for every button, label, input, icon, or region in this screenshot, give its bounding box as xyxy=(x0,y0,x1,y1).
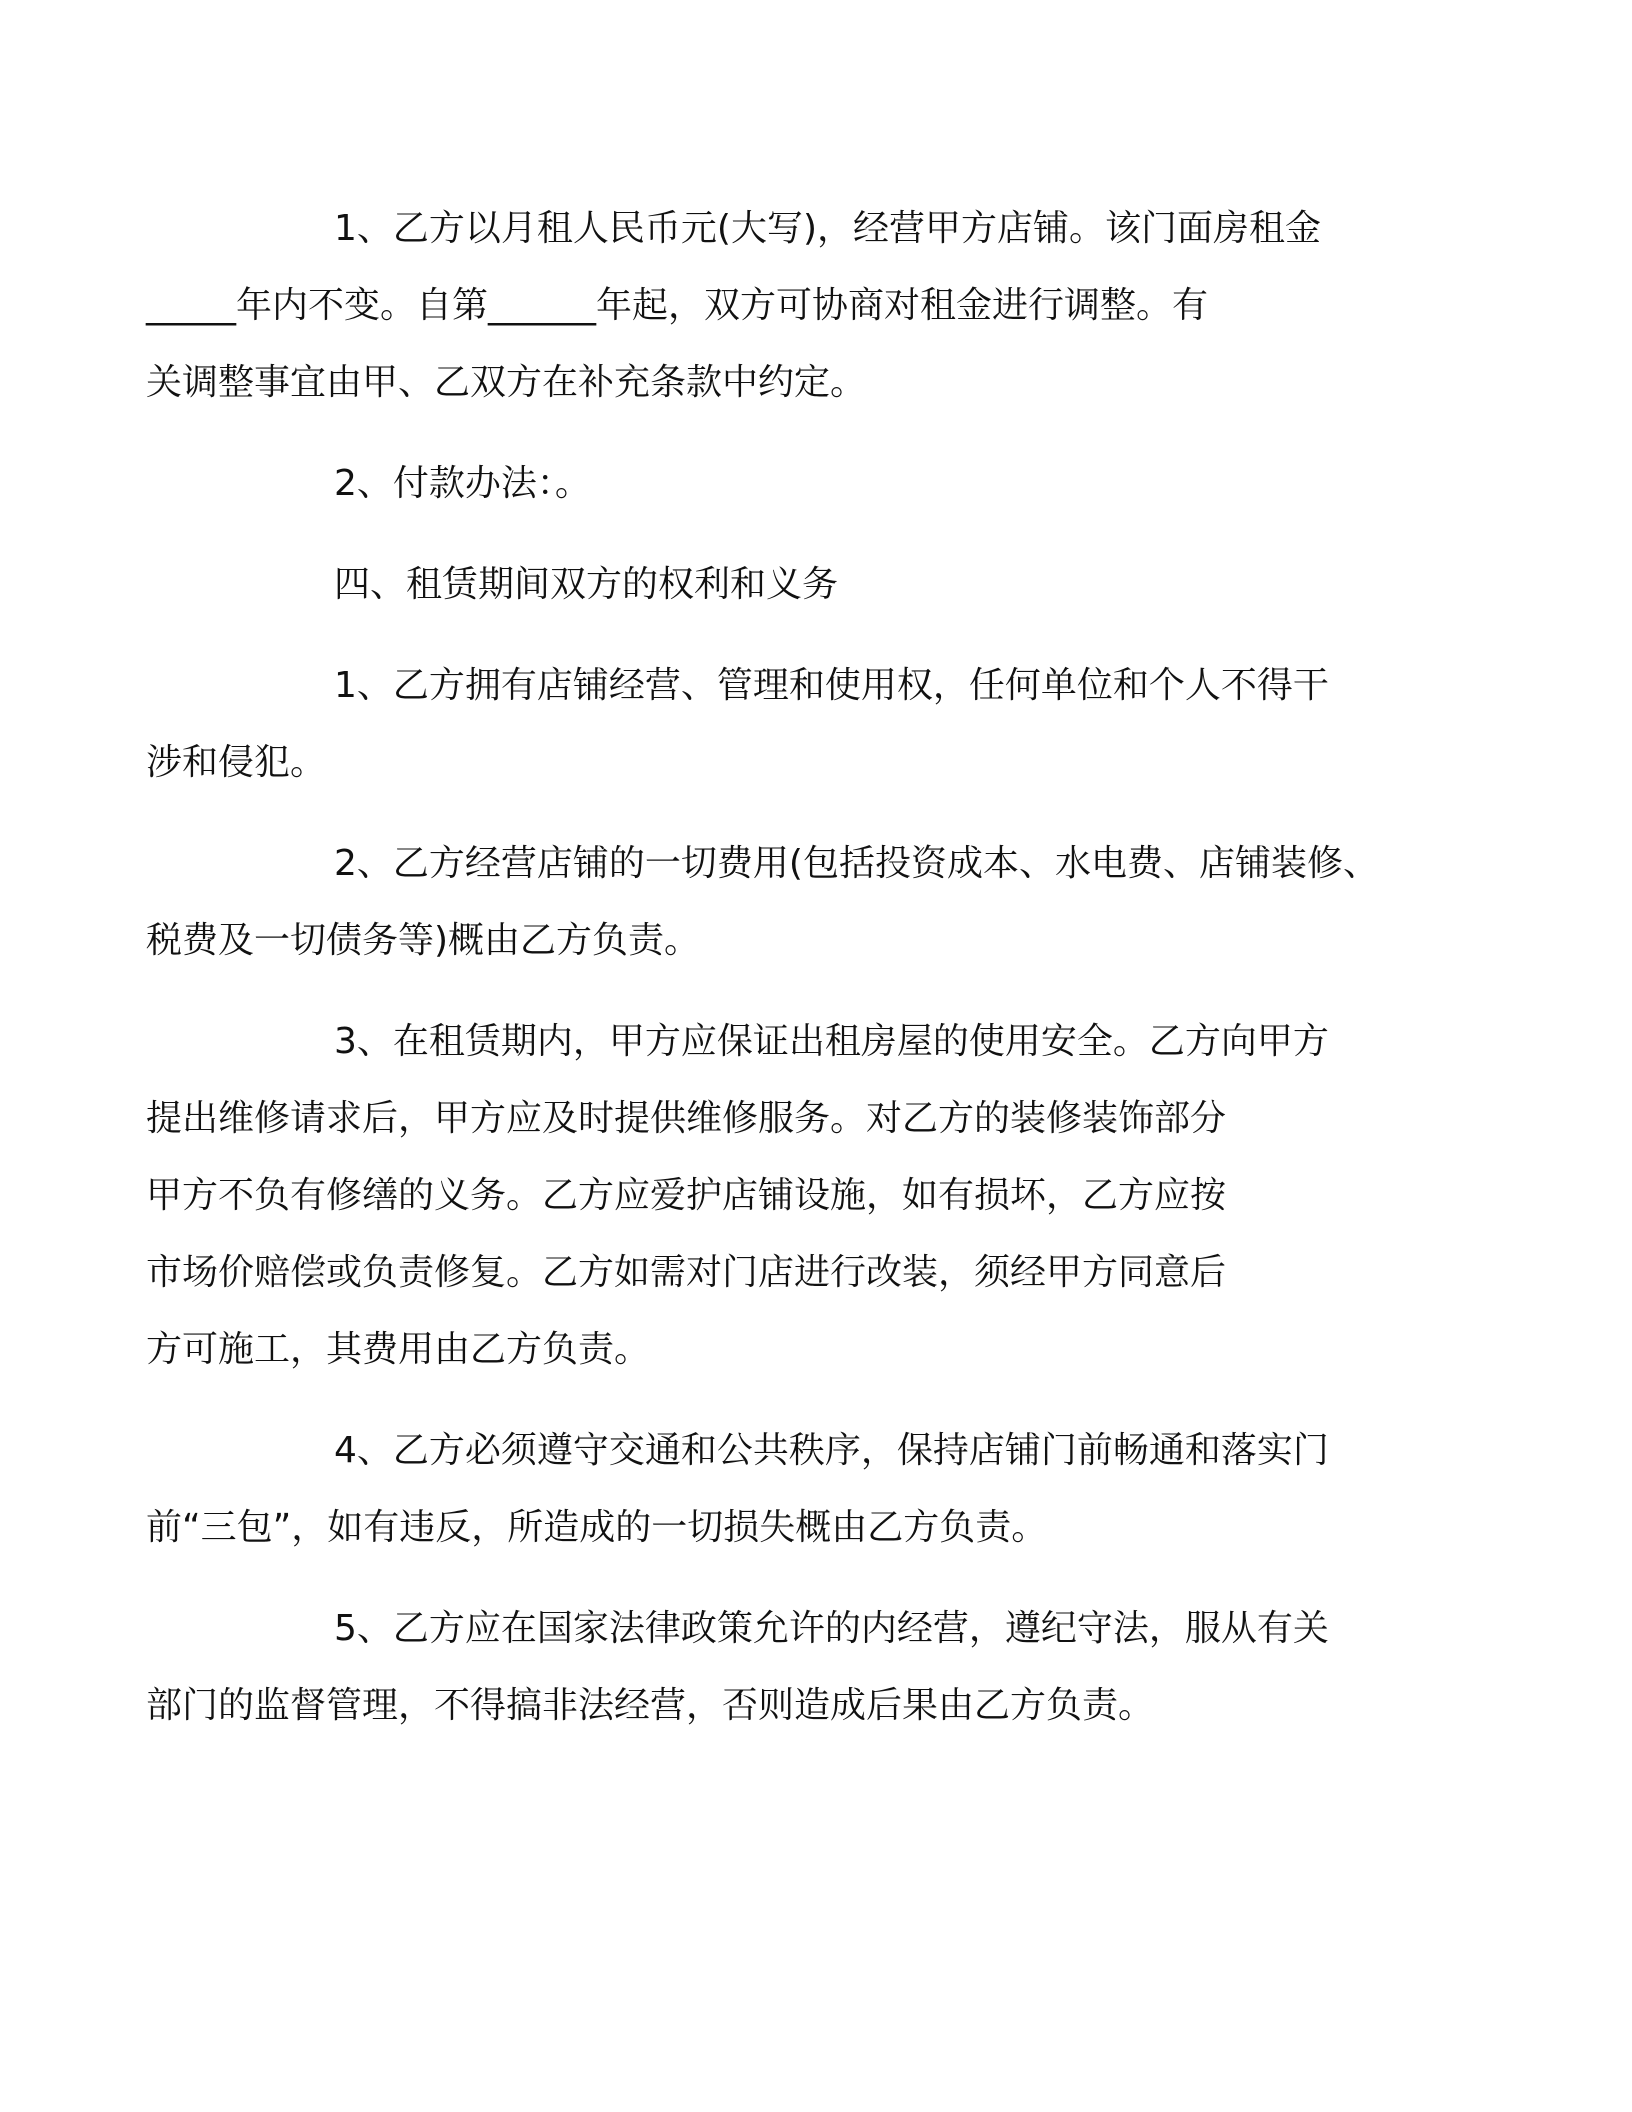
text-line: 部门的监督管理，不得搞非法经营，否则造成后果由乙方负责。 xyxy=(146,1685,1155,1726)
paragraph-rent-amount xyxy=(146,190,1405,421)
text-line: 1、乙方拥有店铺经营、管理和使用权，任何单位和个人不得干 xyxy=(334,665,1329,706)
text-line: 市场价赔偿或负责修复。乙方如需对门店进行改装，须经甲方同意后 xyxy=(146,1252,1227,1293)
text-line: 关调整事宜由甲、乙双方在补充条款中约定。 xyxy=(146,362,867,403)
text-line: 1、乙方以月租人民币元(大写)，经营甲方店铺。该门面房租金 xyxy=(334,208,1321,249)
paragraph-public-order xyxy=(146,1412,1405,1566)
text-line: 提出维修请求后，甲方应及时提供维修服务。对乙方的装修装饰部分 xyxy=(146,1098,1227,1139)
document-body xyxy=(146,190,1405,1768)
text-line: 5、乙方应在国家法律政策允许的内经营，遵纪守法，服从有关 xyxy=(334,1608,1329,1649)
text-line: 甲方不负有修缮的义务。乙方应爱护店铺设施，如有损坏，乙方应按 xyxy=(146,1175,1227,1216)
section-heading-rights-obligations xyxy=(240,546,1405,623)
text-line: 前“三包”，如有违反，所造成的一切损失概由乙方负责。 xyxy=(146,1507,1048,1548)
text-line: 4、乙方必须遵守交通和公共秩序，保持店铺门前畅通和落实门 xyxy=(334,1430,1329,1471)
text-line: 方可施工，其费用由乙方负责。 xyxy=(146,1329,651,1370)
paragraph-payment-method xyxy=(240,445,1405,522)
text-line: _____年内不变。自第______年起，双方可协商对租金进行调整。有 xyxy=(146,285,1209,326)
text-line: 四、租赁期间双方的权利和义务 xyxy=(334,564,839,605)
text-line: 税费及一切债务等)概由乙方负责。 xyxy=(146,920,701,961)
paragraph-safety-repairs xyxy=(146,1003,1405,1388)
paragraph-operation-rights xyxy=(146,647,1405,801)
paragraph-expenses xyxy=(146,825,1405,979)
text-line: 3、在租赁期内，甲方应保证出租房屋的使用安全。乙方向甲方 xyxy=(334,1021,1329,1062)
text-line: 涉和侵犯。 xyxy=(146,742,327,783)
text-line: 2、付款办法：。 xyxy=(334,463,591,504)
text-line: 2、乙方经营店铺的一切费用(包括投资成本、水电费、店铺装修、 xyxy=(334,843,1379,884)
paragraph-legal-compliance xyxy=(146,1590,1405,1744)
